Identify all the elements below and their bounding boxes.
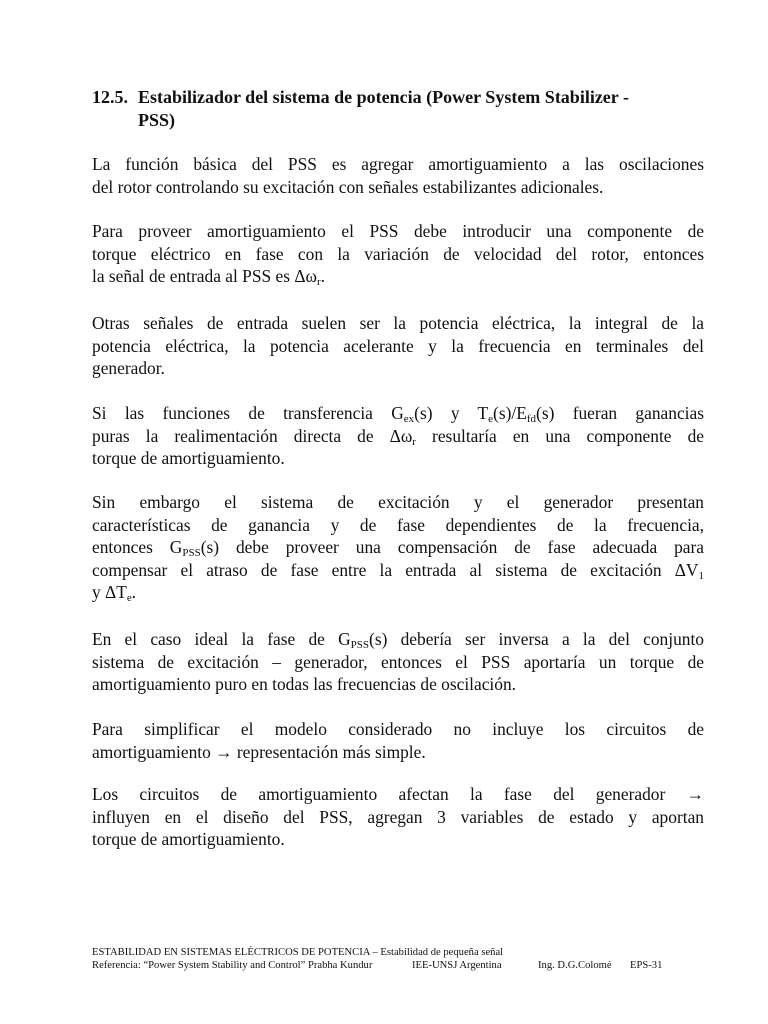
- section-title-line2: PSS): [138, 110, 176, 130]
- page-footer: [92, 946, 662, 972]
- footer-page-number: EPS-31: [630, 960, 663, 971]
- text-line: Si las funciones de transferencia $G_{ex}(s)$ y $T_e(s)/E_{fd}(s)$ fueran ganancias: [92, 403, 704, 425]
- text-line: La función básica del PSS es agregar amortiguamiento a las oscilaciones: [92, 154, 704, 174]
- paragraph-other-inputs: [92, 312, 704, 380]
- paragraph-damping-input: [92, 220, 704, 288]
- text-line: generador.: [92, 358, 165, 378]
- text-line: amortiguamiento puro en todas las frecuencias de oscilación.: [92, 674, 516, 694]
- text-line: características de ganancia y de fase dependientes de la frecuencia,: [92, 514, 704, 535]
- text-line: amortiguamiento → representación más simple.: [92, 741, 426, 762]
- section-number: 12.5.: [92, 87, 128, 107]
- text-line: la señal de entrada al PSS es $\Delta\omega_r$.: [92, 266, 326, 288]
- text-line: Otras señales de entrada suelen ser la potencia eléctrica, la integral de la: [92, 313, 704, 333]
- footer-reference: Referencia: “Power System Stability and Control” Prabha Kundur: [92, 960, 373, 971]
- text-line: Los circuitos de amortiguamiento afectan la fase del generador →: [92, 784, 704, 804]
- text-line: puras la realimentación directa de $\Delta\omega_r$ resultaría en una componente de: [92, 425, 704, 448]
- text-line: Sin embargo el sistema de excitación y el generador presentan: [92, 492, 704, 512]
- paragraph-ideal-case: [92, 628, 704, 696]
- text-line: torque de amortiguamiento.: [92, 448, 285, 468]
- section-title-line1: Estabilizador del sistema de potencia (Power System Stabilizer -: [138, 87, 629, 107]
- text-line: influyen en el diseño del PSS, agregan 3 variables de estado y aportan: [92, 806, 704, 827]
- paragraph-pss-function: [92, 153, 704, 198]
- text-line: Para simplificar el modelo considerado no incluye los circuitos de: [92, 719, 704, 739]
- footer-reference-row: [92, 959, 662, 972]
- paragraph-transfer-functions: [92, 402, 704, 470]
- text-line: En el caso ideal la fase de $G_{PSS}(s)$ debería ser inversa a la del conjunto: [92, 629, 704, 651]
- text-line: potencia eléctrica, la potencia acelerante y la frecuencia en terminales del: [92, 335, 704, 356]
- paragraph-phase-compensation: [92, 491, 704, 604]
- paragraph-damping-circuits: [92, 783, 704, 851]
- text-line: y $\Delta T_e$.: [92, 582, 137, 604]
- paragraph-simplification: [92, 718, 704, 763]
- text-line: compensar el atraso de fase entre la entrada al sistema de excitación $\Delta V_1$: [92, 559, 704, 582]
- footer-course-title: ESTABILIDAD EN SISTEMAS ELÉCTRICOS DE POTENCIA – Estabilidad de pequeña señal: [92, 947, 504, 958]
- text-line: entonces $G_{PSS}(s)$ debe proveer una compensación de fase adecuada para: [92, 537, 705, 559]
- text-line: Para proveer amortiguamiento el PSS debe introducir una componente de: [92, 221, 704, 241]
- section-heading: [92, 86, 714, 132]
- text-line: torque de amortiguamiento.: [92, 829, 285, 849]
- footer-author: Ing. D.G.Colomé: [538, 960, 612, 971]
- footer-institution: IEE-UNSJ Argentina: [412, 960, 502, 971]
- text-line: torque eléctrico en fase con la variación de velocidad del rotor, entonces: [92, 243, 704, 264]
- text-line: del rotor controlando su excitación con señales estabilizantes adicionales.: [92, 176, 604, 197]
- text-line: sistema de excitación – generador, entonces el PSS aportaría un torque de: [92, 651, 704, 672]
